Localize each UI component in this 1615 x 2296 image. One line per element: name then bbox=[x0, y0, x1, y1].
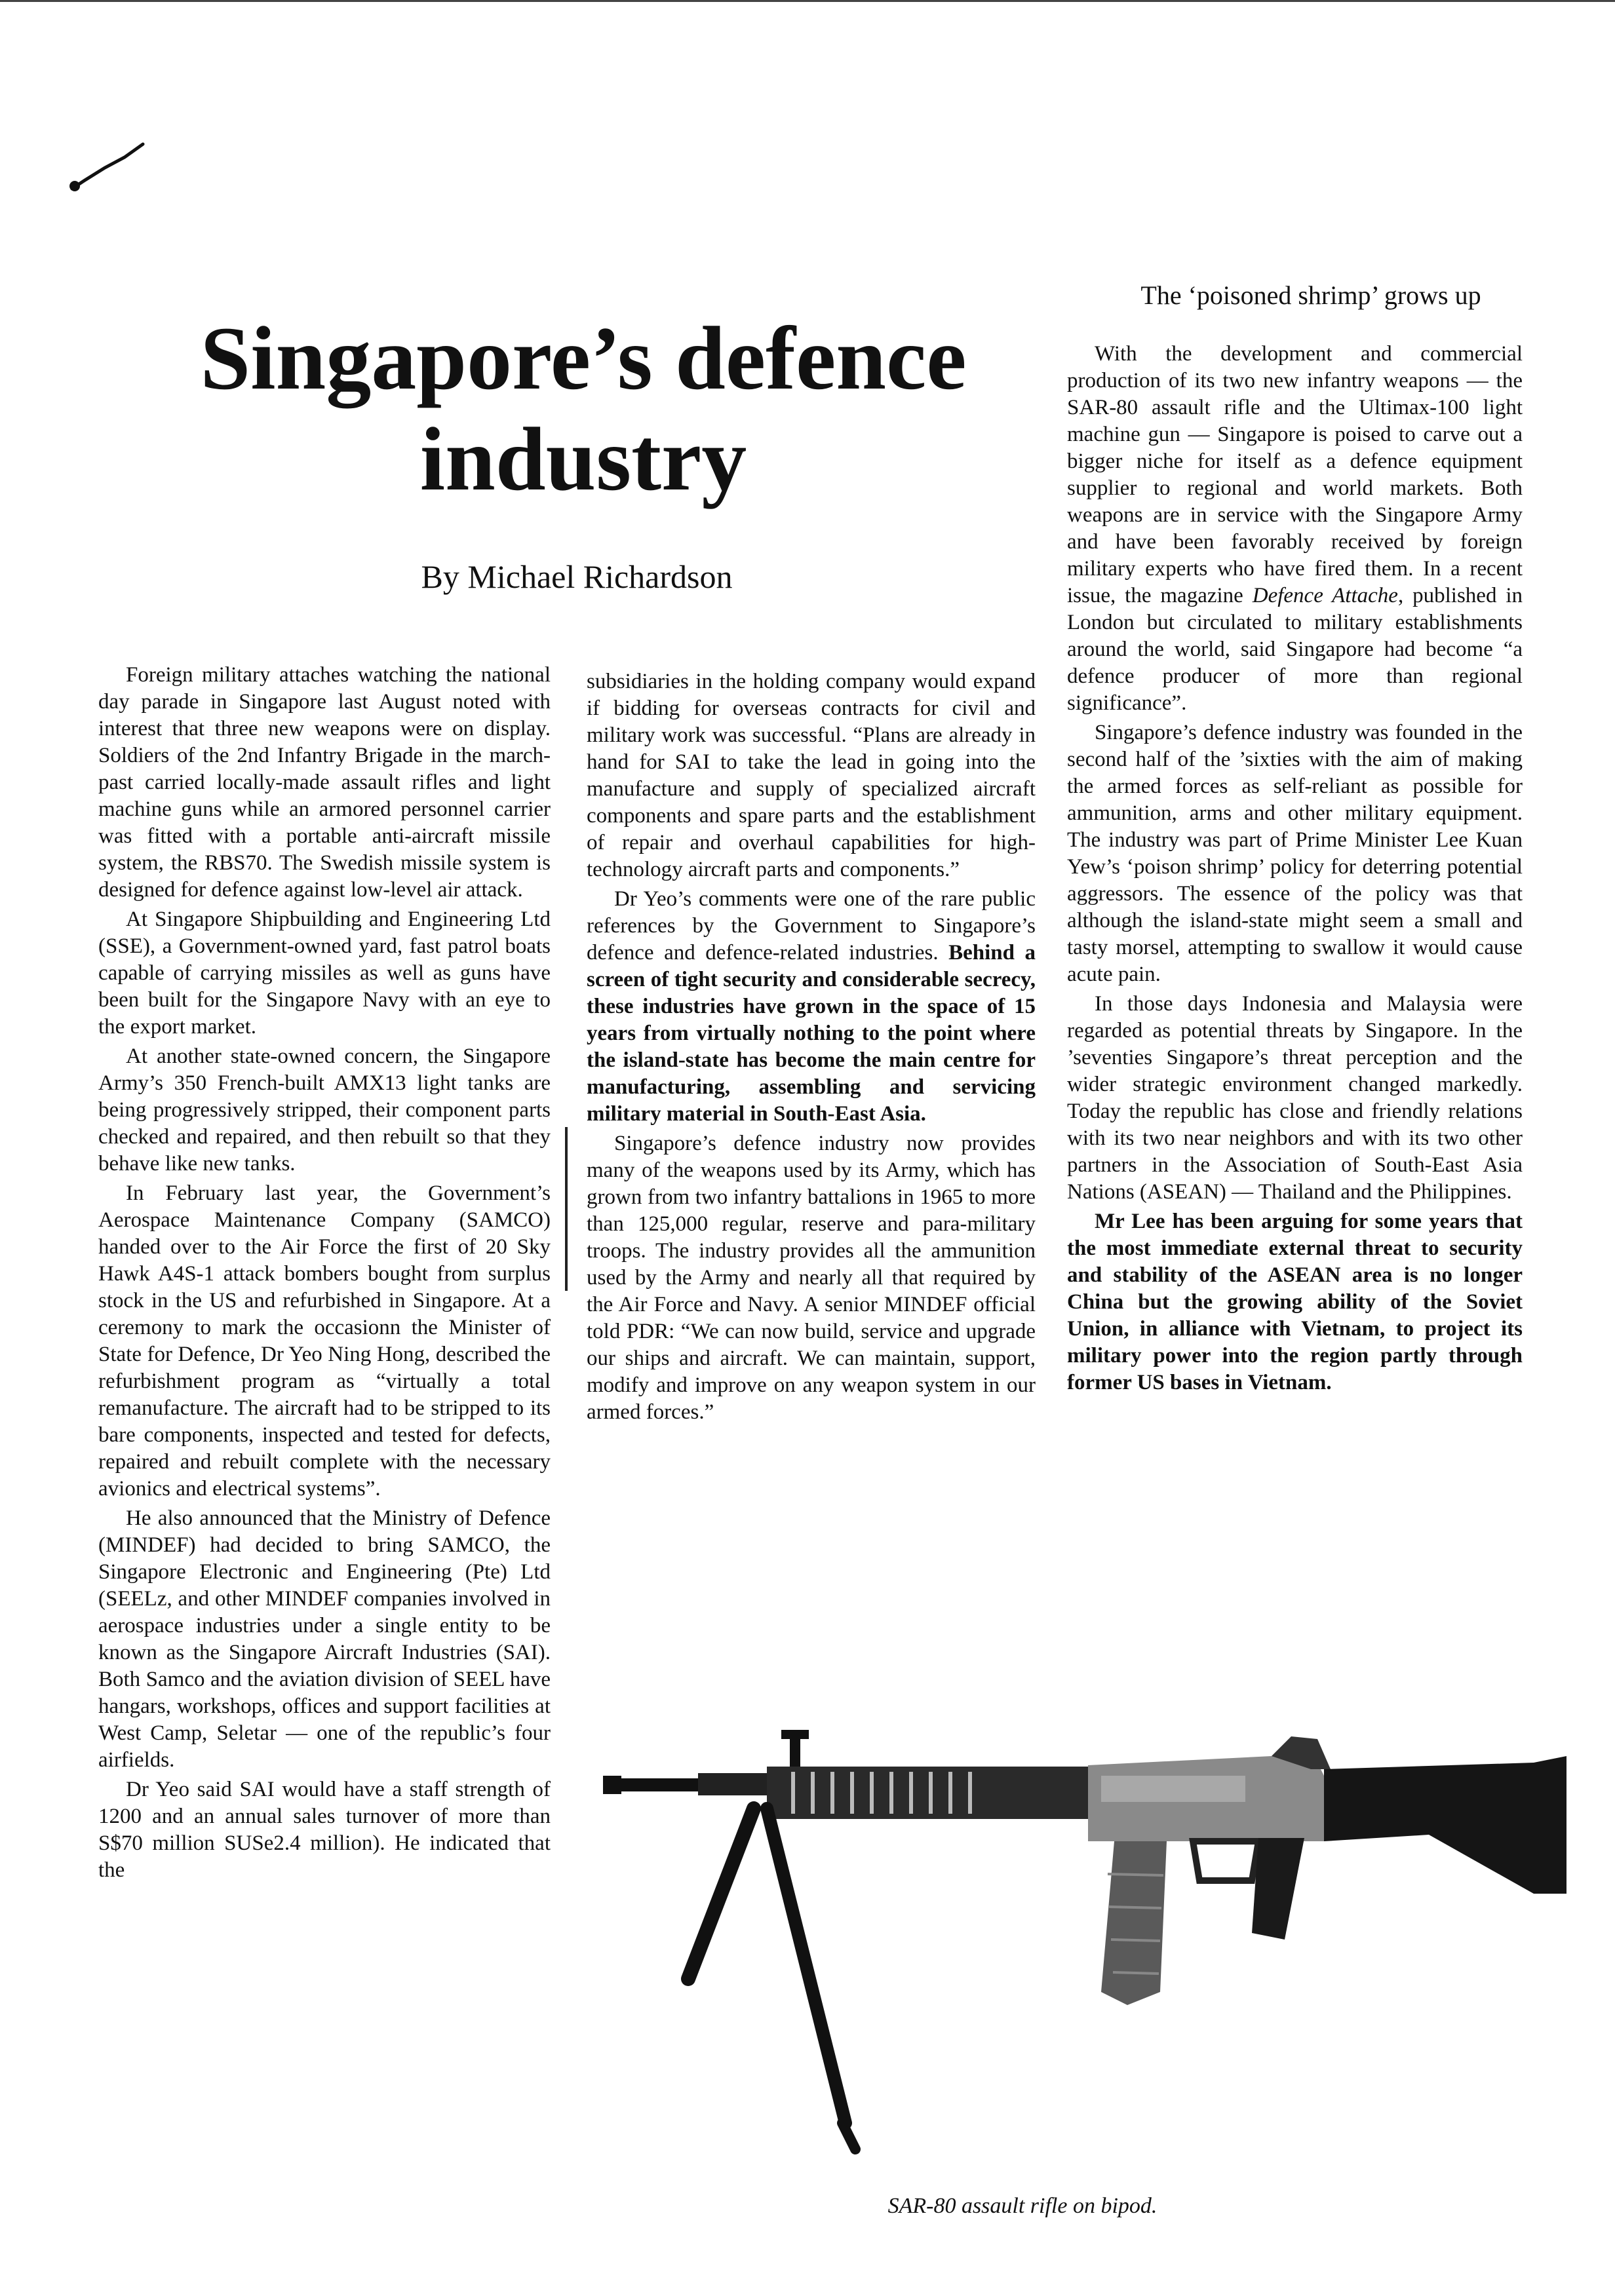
article-column-2 bbox=[587, 668, 1036, 1428]
figure-caption: SAR-80 assault rifle on bipod. bbox=[887, 2194, 1158, 2218]
paragraph: At another state-owned concern, the Singapore Army’s 350 French-built AMX13 light tanks are being progressively stripped, their component parts checked and repaired, and then rebuilt so that they behave like new tanks. bbox=[98, 1044, 551, 1176]
paragraph: Singapore’s defence industry was founded in the second half of the ’sixties with the aim of making the armed forces as self-reliant as possible for ammunition, arms and other military equipment. The industry was part of Prime Minister Lee Kuan Yew’s ‘poison shrimp’ policy for deterring potential aggressors. The essence of the policy was that although the island-state might seem a small and tasty morsel, attempting to swallow it would cause acute pain. bbox=[1067, 721, 1523, 986]
paragraph bbox=[1067, 341, 1523, 717]
article-title: Singapore’s defence industry bbox=[200, 308, 967, 509]
paragraph: Singapore’s defence industry now provides many of the weapons used by its Army, which has grown from two infantry battalions in 1965 to more than 125,000 regular, reserve and para-military troops. The industry provides all the ammunition used by the Army and nearly all that required by the Air Force and Navy. A senior MINDEF official told PDR: “We can now build, service and upgrade our ships and aircraft. We can maintain, support, modify and improve on any weapon system in our armed forces.” bbox=[587, 1132, 1036, 1424]
article-byline: By Michael Richardson bbox=[421, 558, 733, 595]
article-column-1 bbox=[98, 662, 551, 1886]
article-column-3 bbox=[1067, 341, 1523, 1399]
paragraph: Dr Yeo said SAI would have a staff strength of 1200 and an annual sales turnover of more than S$70 million SUSe2.4 million). He indicated that the bbox=[98, 1778, 551, 1882]
paragraph-text: Dr Yeo’s comments were one of the rare public references by the Government to Singapore’s defence and defence-related industries. bbox=[587, 887, 1036, 965]
paragraph: He also announced that the Ministry of Defence (MINDEF) had decided to bring SAMCO, the Singapore Electronic and Engineering (Pte) Ltd (SEELz, and other MINDEF companies involved in aerospace industries under a single entity to be known as the Singapore Aircraft Industries (SAI). Both Samco and the aviation division of SEEL have hangars, workshops, offices and support facilities at West Camp, Seletar — one of the republic’s four airfields. bbox=[98, 1506, 551, 1772]
section-heading: The ‘poisoned shrimp’ grows up bbox=[1140, 280, 1481, 310]
pen-mark-icon bbox=[66, 138, 151, 197]
top-border-line bbox=[0, 0, 1615, 2]
paragraph: Foreign military attaches watching the national day parade in Singapore last August noted with interest that three new weapons were on display. Soldiers of the 2nd Infantry Brigade in the march-past carried locally-made assault rifles and light machine guns while an armored personnel carrier was fitted with a portable anti-aircraft missile system, the RBS70. The Swedish missile system is designed for defence against low-level air attack. bbox=[98, 663, 551, 902]
paragraph bbox=[587, 886, 1036, 1128]
paragraph: In February last year, the Government’s Aerospace Maintenance Company (SAMCO) handed over to the Air Force the first of 20 Sky Hawk A4S-1 attack bombers bought from surplus stock in the US and refurbished in Singapore. At a ceremony to mark the occasionn the Minister of State for Defence, Dr Yeo Ning Hong, described the refurbishment program as “virtually a total remanufacture. The aircraft had to be stripped to its bare components, inspected and tested for defects, repaired and rebuilt complete with the necessary avionics and electrical systems”. bbox=[98, 1181, 551, 1501]
paragraph: At Singapore Shipbuilding and Engineering Ltd (SSE), a Government-owned yard, fast patrol boats capable of carrying missiles as well as guns have been built for the Singapore Navy with an eye to the export market. bbox=[98, 908, 551, 1039]
paragraph: subsidiaries in the holding company would expand if bidding for overseas contracts for civil and military work was successful. “Plans are already in hand for SAI to take the lead in going into the manufacture and supply of specialized aircraft components and spare parts and the establishment of repair and overhaul capabilities for high-technology aircraft parts and components.” bbox=[587, 670, 1036, 881]
paragraph: Mr Lee has been arguing for some years that the most immediate external threat to security and stability of the ASEAN area is no longer China but the growing ability of the Soviet Union, in alliance with Vietnam, to project its military power into the region partly through former US bases in Vietnam. bbox=[1067, 1210, 1523, 1394]
magazine-name: Defence Attache bbox=[1252, 584, 1398, 607]
rifle-on-bipod-photo bbox=[603, 1730, 1573, 2175]
paragraph: In those days Indonesia and Malaysia were regarded as potential threats by Singapore. In the ’seventies Singapore’s threat perception and the wider strategic environment changed markedly. Today the republic has close and friendly relations with its two near neighbors and with its two other partners in the Association of South-East Asia Nations (ASEAN) — Thailand and the Philippines. bbox=[1067, 992, 1523, 1204]
margin-bar bbox=[565, 1127, 568, 1291]
paragraph-text: With the development and commercial production of its two new infantry weapons — the SAR-80 assault rifle and the Ultimax-100 light machine gun — Singapore is poised to carve out a bigger niche for itself as a defence equipment supplier to regional and world markets. Both weapons are in service with the Singapore Army and have been favorably received by foreign military experts who have fired them. In a recent issue, the magazine bbox=[1067, 342, 1523, 607]
paragraph-text: , published in London but circulated to military establishments around the world, said Singapore had become “a defence producer of more than regional significance”. bbox=[1067, 584, 1523, 715]
emphasis-text: Behind a screen of tight security and considerable secrecy, these industries have grown in the space of 15 years from virtually nothing to the point where the island-state has become the main centre for manufacturing, assembling and servicing military material in South-East Asia. bbox=[587, 941, 1036, 1126]
